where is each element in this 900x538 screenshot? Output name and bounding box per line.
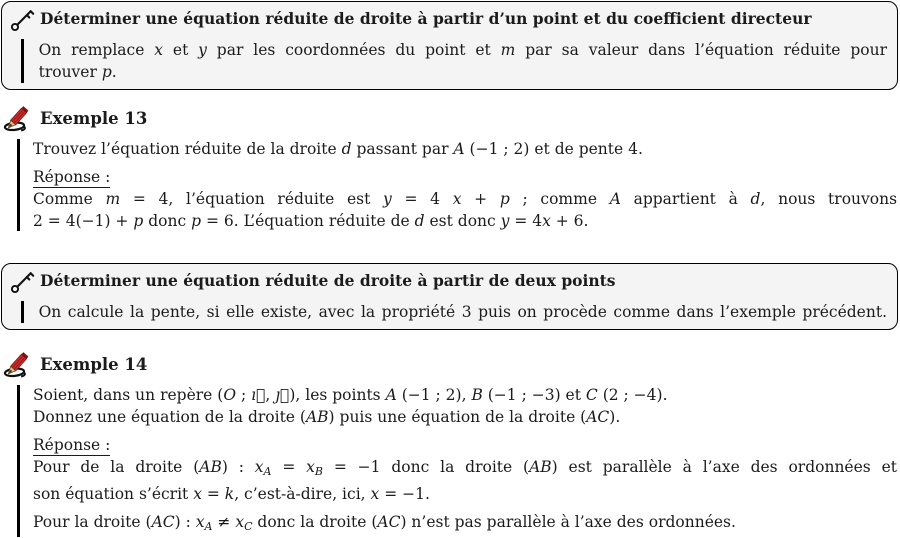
- text-segment: C: [244, 520, 253, 533]
- text-line: [33, 138, 897, 160]
- text-segment: = −1 donc la droite (: [323, 458, 530, 476]
- text-segment: B: [314, 465, 324, 478]
- example-body: [0, 384, 900, 538]
- text-segment: ;: [236, 386, 252, 404]
- text-segment: O: [223, 386, 237, 404]
- text-segment: ≠: [212, 513, 236, 531]
- text-segment: x: [452, 190, 462, 208]
- method-box-body: [2, 301, 890, 323]
- text-line: [39, 61, 887, 83]
- text-segment: = 4, l’équation réduite est: [120, 190, 384, 208]
- text-segment: par les coordonnées du point et: [206, 41, 501, 59]
- text-segment: y: [383, 190, 392, 208]
- text-segment: ) n’est pas parallèle à l’axe des ordonnées.: [400, 513, 736, 531]
- text-segment: = 6. L’équation réduite de: [201, 212, 415, 230]
- text-segment: AB: [529, 458, 552, 476]
- example-13-section: [0, 102, 900, 232]
- text-line: [33, 456, 897, 483]
- text-segment: =: [271, 458, 307, 476]
- text-segment: +: [461, 190, 500, 208]
- text-line: [39, 301, 887, 323]
- text-segment: A: [453, 140, 465, 158]
- text-segment: Réponse :: [33, 436, 111, 454]
- example-text: [33, 384, 897, 538]
- method-rule-bar: [21, 39, 24, 83]
- text-segment: k: [224, 485, 235, 503]
- text-segment: A: [263, 465, 272, 478]
- paragraph: [33, 138, 897, 160]
- example-14-section: [0, 348, 900, 538]
- text-segment: est donc: [424, 212, 501, 230]
- method-title: Déterminer une équation réduite de droite à partir de deux points: [40, 271, 616, 290]
- paragraph: [33, 511, 897, 538]
- text-segment: ; comme: [509, 190, 610, 208]
- method-title: Déterminer une équation réduite de droite à partir d’un point et du coefficient directeur: [40, 9, 812, 28]
- text-segment: Pour de la droite (: [33, 458, 200, 476]
- text-segment: AC: [151, 513, 175, 531]
- text-segment: = 4: [509, 212, 543, 230]
- text-segment: appartient à: [620, 190, 751, 208]
- text-segment: (2 ; −4).: [597, 386, 668, 404]
- text-segment: Trouvez l’équation réduite de la droite: [33, 140, 342, 158]
- text-segment: , nous trouvons: [760, 190, 898, 208]
- text-segment: AC: [586, 408, 610, 426]
- text-segment: (−1 ; −3) et: [482, 386, 586, 404]
- text-segment: Pour la droite (: [33, 513, 152, 531]
- text-segment: On calcule la pente, si elle existe, avec la propriété 3 puis on procède comme dans l’exemple précédent.: [38, 303, 887, 321]
- example-text: [33, 138, 897, 232]
- text-segment: x: [193, 485, 202, 503]
- text-segment: x: [254, 458, 264, 476]
- text-segment: Soient, dans un repère (: [33, 386, 224, 404]
- text-segment: et: [163, 41, 199, 59]
- method-box-body: [2, 39, 890, 83]
- example-header: [0, 102, 900, 136]
- text-segment: AB: [305, 408, 329, 426]
- text-segment: p: [499, 190, 510, 208]
- example-label: Exemple 14: [40, 355, 148, 374]
- paragraph: [33, 166, 897, 232]
- example-rule-bar: [17, 385, 20, 537]
- text-segment: (−1 ; 2) et de pente 4.: [464, 140, 643, 158]
- text-segment: y: [198, 41, 207, 59]
- text-segment: par sa valeur dans l’équation réduite pour: [515, 41, 887, 59]
- text-segment: x: [154, 41, 164, 59]
- text-segment: d: [750, 190, 761, 208]
- paragraph: [39, 39, 887, 83]
- text-segment: x: [195, 513, 205, 531]
- text-segment: p: [101, 63, 112, 81]
- paragraph: [39, 301, 887, 323]
- text-segment: p: [133, 212, 144, 230]
- text-line: [33, 511, 897, 538]
- text-line: [33, 434, 897, 456]
- pencil-icon: [3, 100, 34, 138]
- text-segment: ,: [265, 386, 276, 404]
- text-segment: x: [235, 513, 245, 531]
- text-segment: x: [542, 212, 551, 230]
- text-segment: =: [201, 485, 225, 503]
- text-segment: son équation s’écrit: [33, 485, 194, 503]
- text-segment: C: [585, 386, 598, 404]
- text-segment: On remplace: [38, 41, 155, 59]
- text-segment: d: [341, 140, 352, 158]
- text-segment: A: [609, 190, 621, 208]
- text-segment: ) :: [221, 458, 255, 476]
- text-line: [39, 39, 887, 61]
- text-line: [33, 384, 897, 406]
- text-segment: Comme: [33, 190, 106, 208]
- example-label: Exemple 13: [40, 109, 148, 128]
- text-segment: A: [204, 520, 213, 533]
- text-segment: ȷ⃗: [275, 386, 290, 404]
- text-line: [33, 483, 897, 505]
- text-segment: ) :: [174, 513, 196, 531]
- key-icon: [10, 7, 35, 38]
- text-segment: (−1 ; 2),: [396, 386, 472, 404]
- text-segment: ).: [609, 408, 621, 426]
- method-box-point-slope: [1, 1, 898, 90]
- text-segment: Donnez une équation de la droite (: [33, 408, 306, 426]
- text-segment: B: [471, 386, 483, 404]
- text-segment: + 6.: [550, 212, 589, 230]
- text-segment: , c’est-à-dire, ici,: [234, 485, 371, 503]
- text-segment: p: [191, 212, 202, 230]
- text-segment: m: [500, 41, 516, 59]
- text-segment: = 4: [391, 190, 453, 208]
- text-segment: Réponse :: [33, 168, 111, 186]
- text-segment: passant par: [351, 140, 454, 158]
- text-line: [33, 210, 897, 232]
- text-segment: .: [111, 63, 117, 81]
- paragraph: [33, 434, 897, 505]
- method-rule-bar: [21, 301, 24, 323]
- text-segment: x: [370, 485, 380, 503]
- example-header: [0, 348, 900, 382]
- text-segment: 2 = 4(−1) +: [33, 212, 134, 230]
- text-segment: AB: [199, 458, 222, 476]
- text-segment: ) puis une équation de la droite (: [328, 408, 587, 426]
- text-line: [33, 406, 897, 428]
- text-line: [33, 188, 897, 210]
- method-box-two-points: [1, 263, 898, 330]
- method-box-header: [2, 7, 890, 38]
- text-segment: = −1.: [379, 485, 430, 503]
- text-segment: ), les points: [289, 386, 386, 404]
- text-segment: ı⃗: [251, 386, 266, 404]
- method-text: [39, 39, 887, 83]
- text-segment: x: [306, 458, 315, 476]
- text-segment: donc: [143, 212, 192, 230]
- text-segment: A: [385, 386, 397, 404]
- method-text: [39, 301, 887, 323]
- text-line: [33, 166, 897, 188]
- text-segment: AC: [377, 513, 401, 531]
- paragraph: [33, 384, 897, 428]
- text-segment: ) est parallèle à l’axe des ordonnées et: [551, 458, 897, 476]
- text-segment: m: [105, 190, 121, 208]
- key-icon: [10, 269, 35, 300]
- text-segment: trouver: [38, 63, 102, 81]
- text-segment: d: [414, 212, 425, 230]
- text-segment: donc la droite (: [252, 513, 378, 531]
- example-rule-bar: [17, 139, 20, 231]
- example-body: [0, 138, 900, 232]
- pencil-icon: [3, 346, 34, 384]
- method-box-header: [2, 269, 890, 300]
- text-segment: y: [500, 212, 510, 230]
